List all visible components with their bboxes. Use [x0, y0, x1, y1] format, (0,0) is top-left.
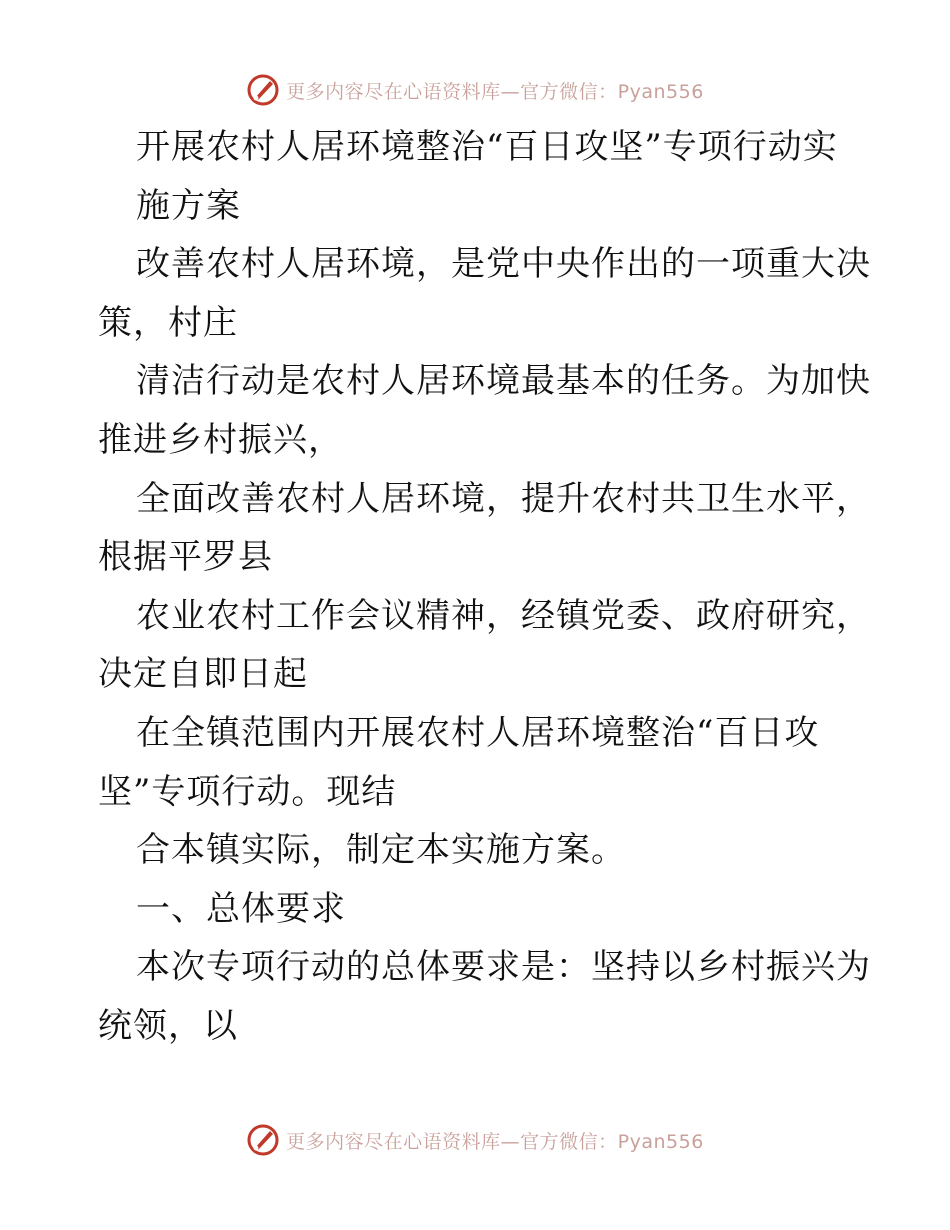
footer-watermark: [0, 1120, 950, 1160]
paragraph-line: 清洁行动是农村人居环境最基本的任务。为加快: [136, 361, 871, 402]
paragraph-line: 本次专项行动的总体要求是：坚持以乡村振兴为: [136, 947, 871, 988]
paragraph-line: 合本镇实际，制定本实施方案。: [136, 830, 626, 871]
paragraph-line: 坚”专项行动。现结: [98, 771, 397, 812]
quill-logo-icon: [246, 1123, 280, 1157]
paragraph-line: 推进乡村振兴，: [98, 419, 343, 460]
header-watermark: [0, 70, 950, 110]
paragraph-line: 决定自即日起: [98, 654, 308, 695]
doc-title-line-2: 施方案: [136, 185, 241, 226]
paragraph-line: 统领，以: [98, 1005, 238, 1046]
doc-title-line-1: 开展农村人居环境整治“百日攻坚”专项行动实: [136, 127, 838, 167]
paragraph-line: 全面改善农村人居环境，提升农村共卫生水平，: [136, 478, 871, 519]
header-watermark-text: 更多内容尽在心语资料库—官方微信：Pyan556: [286, 80, 704, 103]
document-body: [98, 118, 871, 1056]
paragraph-line: 根据平罗县: [98, 537, 273, 578]
paragraph-line: 在全镇范围内开展农村人居环境整治“百日攻: [136, 712, 820, 753]
footer-watermark-text: 更多内容尽在心语资料库—官方微信：Pyan556: [286, 1130, 704, 1153]
paragraph-line: 改善农村人居环境，是党中央作出的一项重大决: [136, 244, 871, 285]
paragraph-line: 农业农村工作会议精神，经镇党委、政府研究，: [136, 595, 871, 636]
quill-logo-icon: [246, 73, 280, 107]
section-heading: 一、总体要求: [136, 888, 346, 929]
paragraph-line: 策，村庄: [98, 302, 238, 343]
